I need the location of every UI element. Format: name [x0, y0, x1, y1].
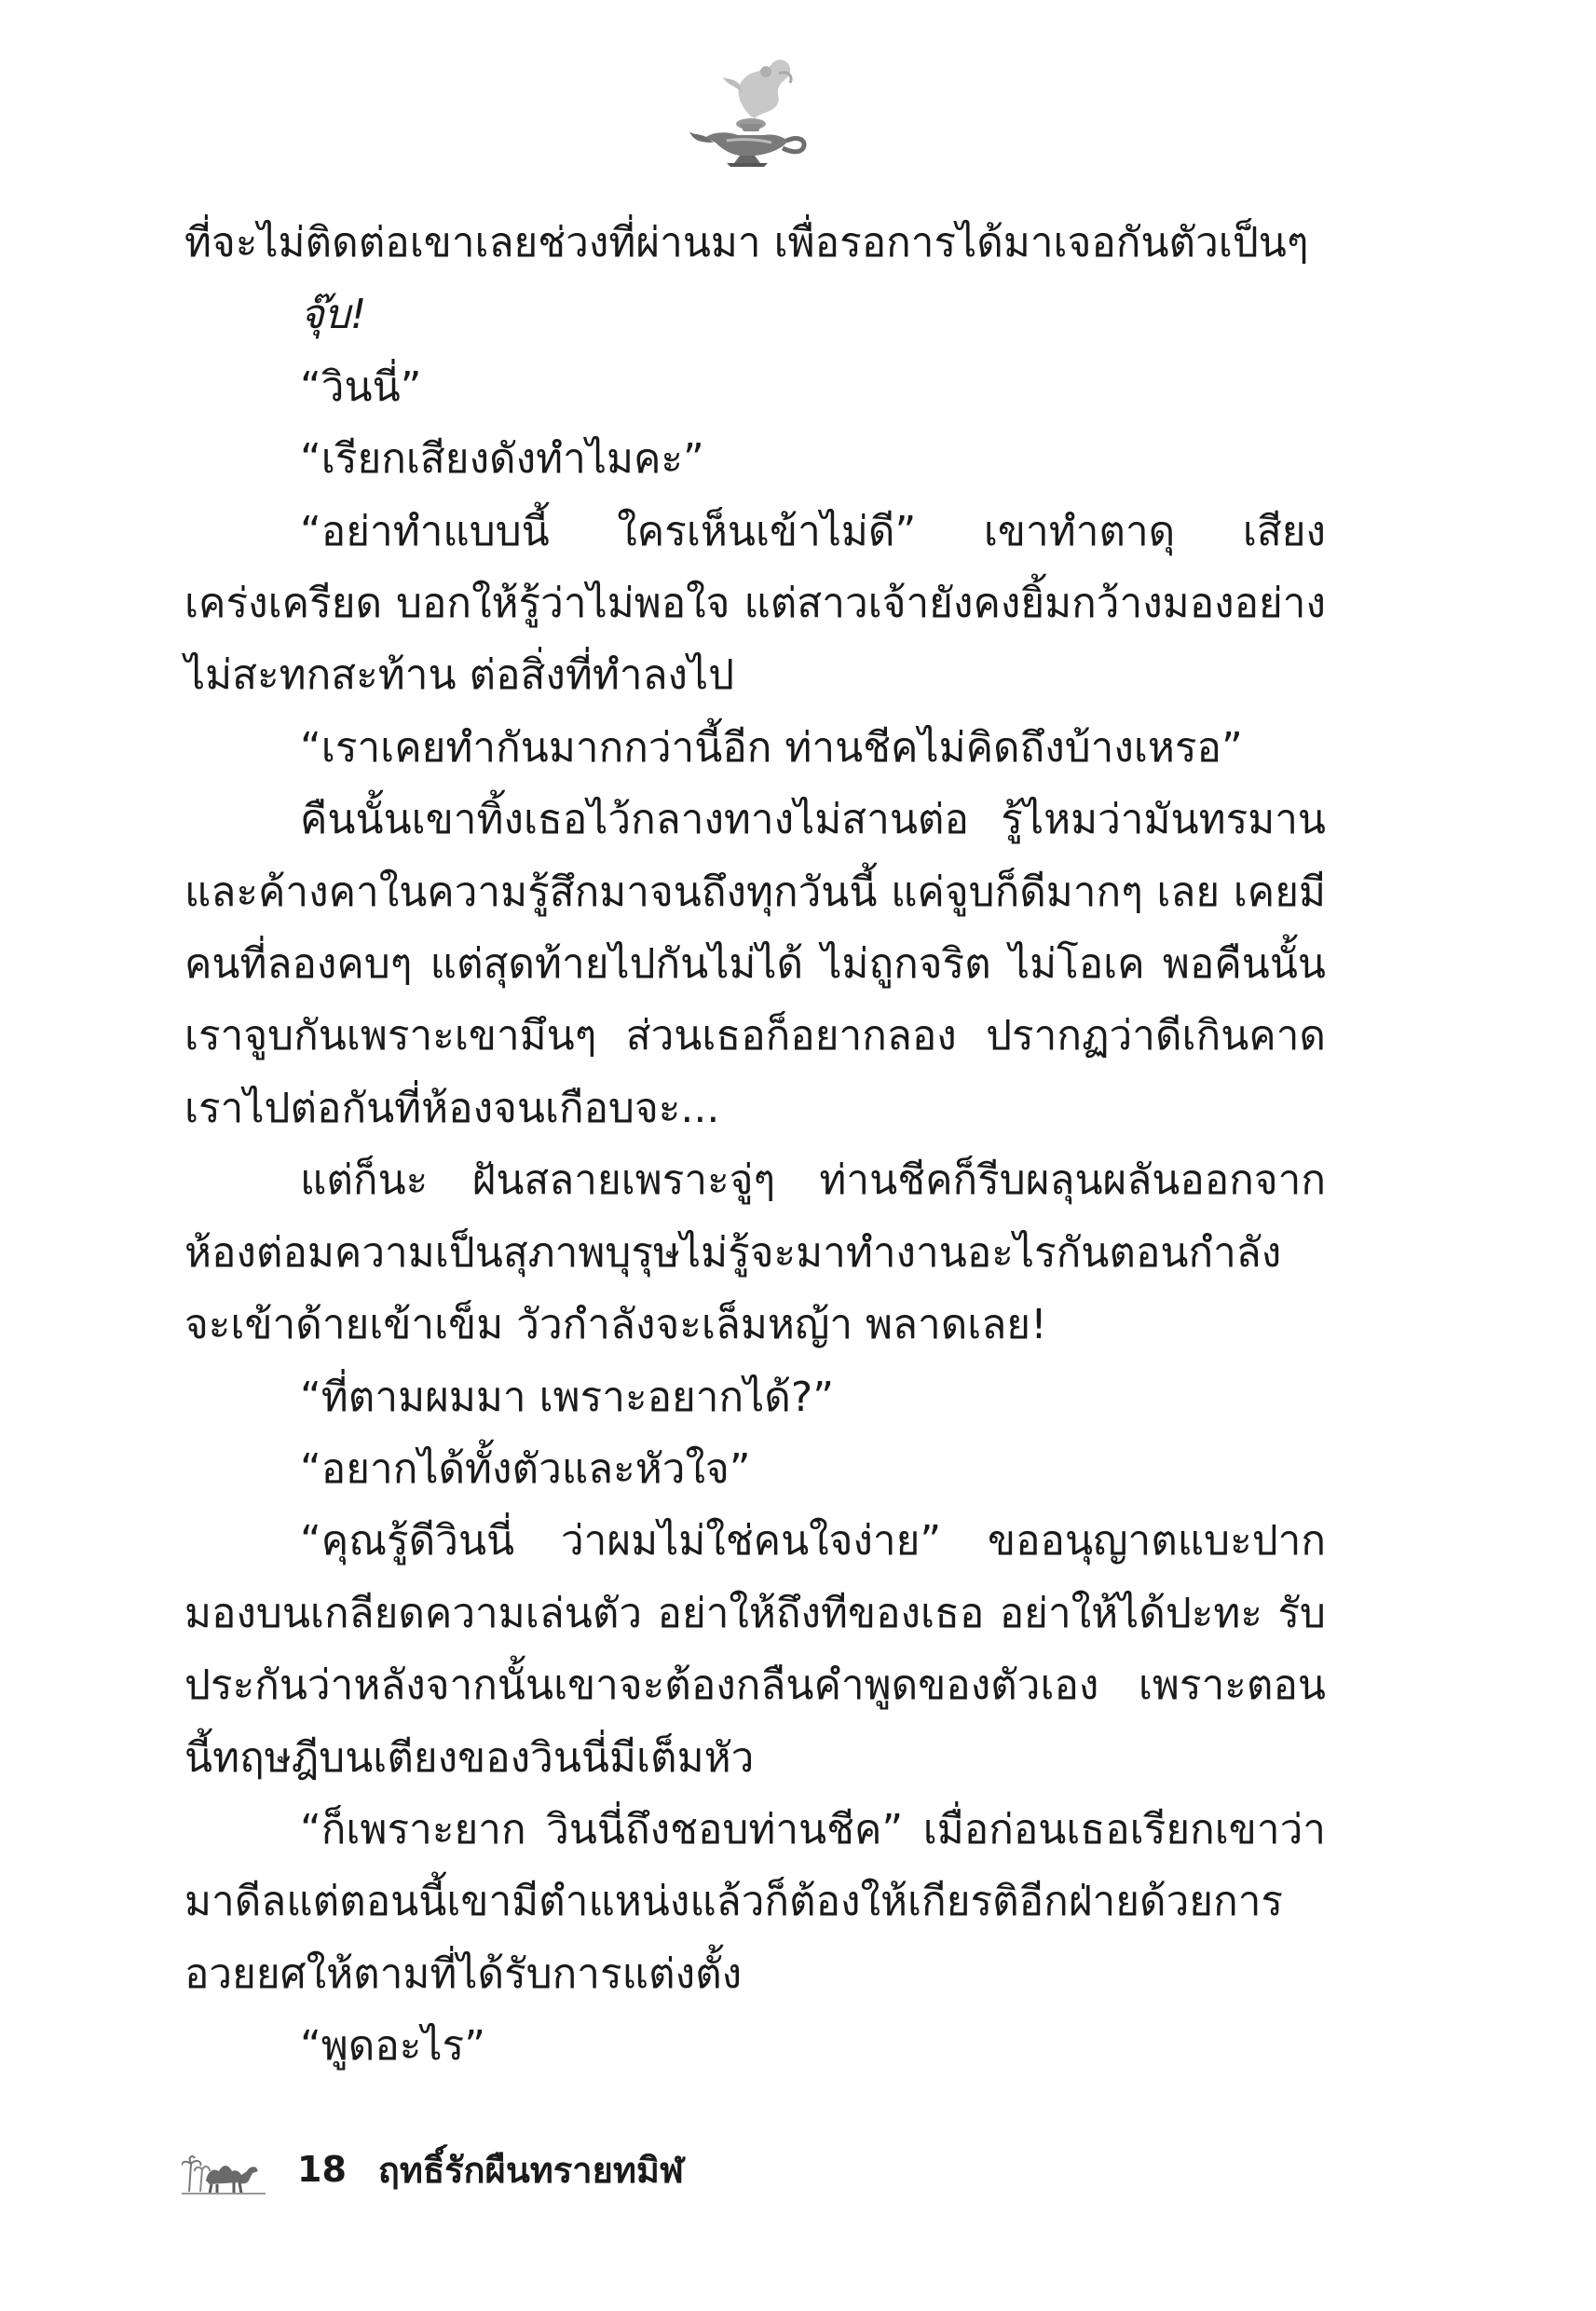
- paragraph: “คุณรู้ดีวินนี่ ว่าผมไม่ใช่คนใจง่าย” ขออนุญาตแบะปากมองบนเกลียดความเล่นตัว อย่าให้ถึงทีของเธอ อย่าให้ได้ปะทะ รับประกันว่าหลังจากนั้นเขาจะต้องกลืนคำพูดของตัวเอง เพราะตอนนี้ทฤษฎีบนเตียงของวินนี่มีเต็มหัว: [184, 1517, 1326, 1782]
- paragraph: “พูดอะไร”: [300, 2022, 485, 2071]
- paragraph: “อยากได้ทั้งตัวและหัวใจ”: [300, 1444, 751, 1493]
- paragraph: “ที่ตามผมมา เพราะอยากได้?”: [300, 1373, 834, 1421]
- paragraph: “วินนี่”: [300, 362, 422, 411]
- book-title: ฤทธิ์รักผืนทรายทมิฬ: [377, 2149, 684, 2191]
- paragraph: [184, 279, 1326, 350]
- paragraph: “เราเคยทำกันมากกว่านี้อีก ท่านชีคไม่คิดถึงบ้างเหรอ”: [300, 723, 1243, 772]
- paragraph: ที่จะไม่ติดต่อเขาเลยช่วงที่ผ่านมา เพื่อรอการได้มาเจอกันตัวเป็นๆ: [184, 219, 1309, 267]
- page-footer: [182, 2141, 684, 2197]
- paragraph: แต่ก็นะ ฝันสลายเพราะจู่ๆ ท่านชีคก็รีบผลุนผลันออกจากห้องต่อมความเป็นสุภาพบุรุษไม่รู้จะมาทำงานอะไรกันตอนกำลังจะเข้าด้ายเข้าเข็ม วัวกำลังจะเล็มหญ้า พลาดเลย!: [184, 1156, 1326, 1349]
- camel-icon: [182, 2143, 266, 2195]
- paragraph: “เรียกเสียงดังทำไมคะ”: [300, 435, 704, 484]
- paragraph: “ก็เพราะยาก วินนี่ถึงชอบท่านชีค” เมื่อก่อนเธอเรียกเขาว่ามาดีลแต่ตอนนี้เขามีตำแหน่งแล้วก็ต้องให้เกียรติอีกฝ่ายด้วยการอวยยศให้ตามที่ได้รับการแต่งตั้ง: [184, 1805, 1326, 1998]
- paragraph-italic-text: จุ๊บ!: [300, 291, 367, 339]
- paragraph: คืนนั้นเขาทิ้งเธอไว้กลางทางไม่สานต่อ รู้ไหมว่ามันทรมานและค้างคาในความรู้สึกมาจนถึงทุกวันนี้ แค่จูบก็ดีมากๆ เลย เคยมีคนที่ลองคบๆ แต่สุดท้ายไปกันไม่ได้ ไม่ถูกจริต ไม่โอเค พอคืนนั้นเราจูบกันเพราะเขามึนๆ ส่วนเธอก็อยากลอง ปรากฏว่าดีเกินคาด เราไปต่อกันที่ห้องจนเกือบจะ...: [184, 796, 1326, 1132]
- page-number: 18: [297, 2149, 347, 2190]
- genie-lamp-icon: [686, 51, 816, 172]
- paragraph: “อย่าทำแบบนี้ ใครเห็นเข้าไม่ดี” เขาทำตาดุ เสียงเคร่งเครียด บอกให้รู้ว่าไม่พอใจ แต่สาวเจ้ายังคงยิ้มกว้างมองอย่างไม่สะทกสะท้าน ต่อสิ่งที่ทำลงไป: [184, 507, 1326, 700]
- body-text: [184, 207, 1326, 2083]
